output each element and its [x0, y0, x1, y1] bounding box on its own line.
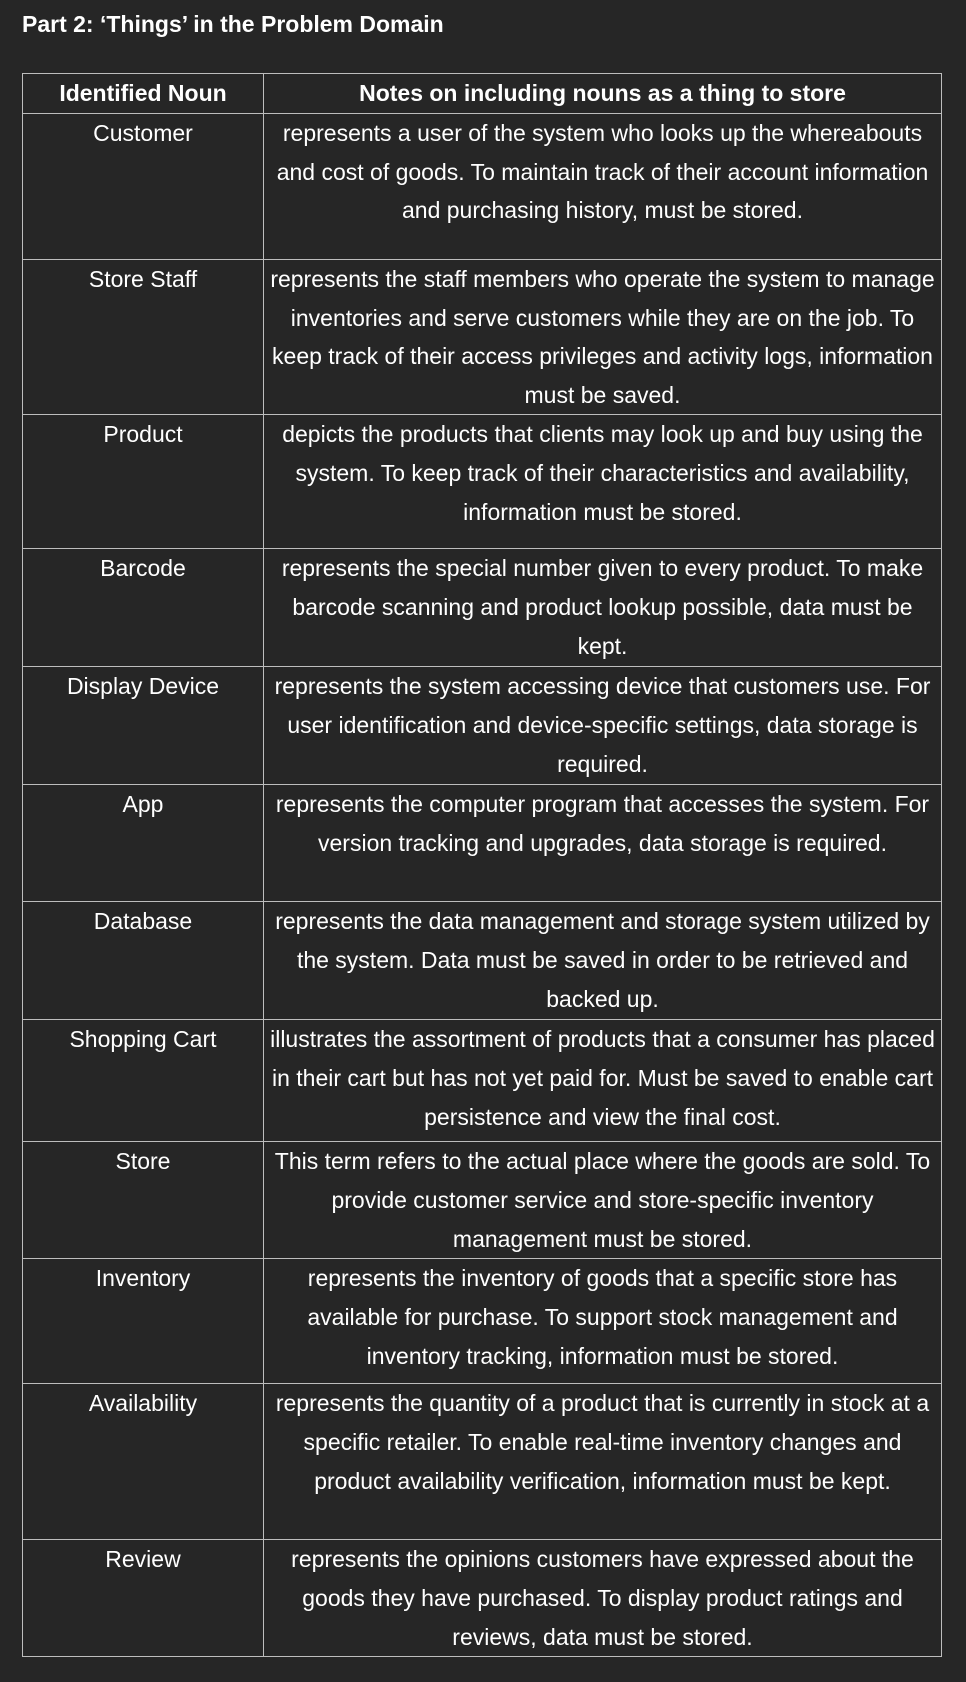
noun-cell: Shopping Cart — [23, 1020, 264, 1142]
table-row — [23, 415, 942, 549]
note-cell: illustrates the assortment of products that a consumer has placed in their cart but has not yet paid for. Must be saved to enable cart persistence and view the final cost. — [264, 1020, 942, 1142]
nouns-table — [22, 73, 942, 1657]
note-cell: represents the inventory of goods that a specific store has available for purchase. To support stock management and inventory tracking, information must be stored. — [264, 1259, 942, 1384]
header-notes: Notes on including nouns as a thing to store — [264, 74, 942, 114]
noun-cell: Barcode — [23, 549, 264, 667]
table-row — [23, 114, 942, 260]
noun-cell: Customer — [23, 114, 264, 260]
table-header-row — [23, 74, 942, 114]
noun-cell: Review — [23, 1540, 264, 1657]
note-cell: represents the data management and storage system utilized by the system. Data must be saved in order to be retrieved and backed up. — [264, 902, 942, 1020]
table-row — [23, 1259, 942, 1384]
note-cell: represents the opinions customers have expressed about the goods they have purchased. To display product ratings and reviews, data must be stored. — [264, 1540, 942, 1657]
note-cell: depicts the products that clients may look up and buy using the system. To keep track of their characteristics and availability, information must be stored. — [264, 415, 942, 549]
noun-cell: Database — [23, 902, 264, 1020]
noun-cell: Display Device — [23, 667, 264, 785]
table-row — [23, 1384, 942, 1540]
note-cell: represents the system accessing device that customers use. For user identification and device-specific settings, data storage is required. — [264, 667, 942, 785]
note-cell: represents a user of the system who looks up the whereabouts and cost of goods. To maintain track of their account information and purchasing history, must be stored. — [264, 114, 942, 260]
noun-cell: Availability — [23, 1384, 264, 1540]
noun-cell: App — [23, 785, 264, 902]
noun-cell: Product — [23, 415, 264, 549]
header-identified-noun: Identified Noun — [23, 74, 264, 114]
table-row — [23, 549, 942, 667]
table-row — [23, 1020, 942, 1142]
note-cell: represents the staff members who operate the system to manage inventories and serve customers while they are on the job. To keep track of their access privileges and activity logs, information must be saved. — [264, 260, 942, 415]
noun-cell: Store — [23, 1142, 264, 1259]
noun-cell: Store Staff — [23, 260, 264, 415]
table-row — [23, 1142, 942, 1259]
note-cell: represents the computer program that accesses the system. For version tracking and upgrades, data storage is required. — [264, 785, 942, 902]
noun-cell: Inventory — [23, 1259, 264, 1384]
table-row — [23, 1540, 942, 1657]
table-row — [23, 902, 942, 1020]
page-heading: Part 2: ‘Things’ in the Problem Domain — [22, 11, 444, 37]
table-row — [23, 667, 942, 785]
note-cell: represents the special number given to every product. To make barcode scanning and product lookup possible, data must be kept. — [264, 549, 942, 667]
note-cell: represents the quantity of a product that is currently in stock at a specific retailer. To enable real-time inventory changes and product availability verification, information must be kept. — [264, 1384, 942, 1540]
note-cell: This term refers to the actual place where the goods are sold. To provide customer service and store-specific inventory management must be stored. — [264, 1142, 942, 1259]
table-row — [23, 785, 942, 902]
table-row — [23, 260, 942, 415]
